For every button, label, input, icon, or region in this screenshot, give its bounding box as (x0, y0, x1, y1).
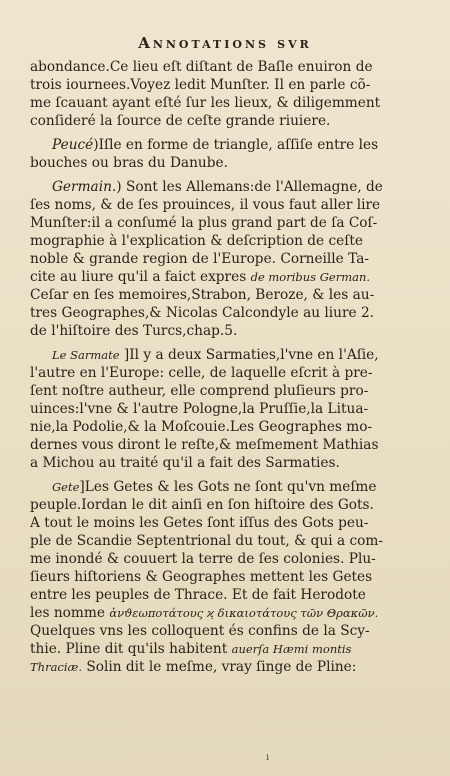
annotation-term: Le Sarmate (52, 348, 120, 362)
text-line-with-latin (30, 658, 430, 676)
text-line: ſes noms, & de ſes prouinces, il vous faut aller lire (30, 197, 381, 213)
latin-quotation: Thraciæ. (30, 660, 83, 674)
text-line: trois iournees.Voyez ledit Munſter. Il en parle cõ- (30, 77, 371, 93)
text-line: nie,la Podolie,& la Moſcouie.Les Geographes mo- (30, 419, 373, 435)
latin-citation: de moribus German. (250, 270, 371, 284)
annotation-term: Germain. (52, 179, 117, 195)
latin-quotation: auerſa Hæmi montis (231, 642, 352, 656)
text-line: ]Il y a deux Sarmaties,l'vne en l'Aſie, (123, 347, 379, 363)
text-line: Munſter:il a conſumé la plus grand part de ſa Coſ- (30, 215, 378, 231)
text-line: dernes vous diront le reſte,& meſmement Mathias (30, 437, 379, 453)
text-line: peuple.Iordan le dit ainſi en ſon hiſtoire des Gots. (30, 497, 374, 513)
text-line: tres Geographes,& Nicolas Calcondyle au liure 2. (30, 305, 375, 321)
text-line: Quelques vns les colloquent és confins de la Scy- (30, 623, 370, 639)
annotation-sarmate (30, 346, 430, 364)
text-line-with-citation (30, 268, 430, 286)
text-line: bouches ou bras du Danube. (30, 155, 228, 171)
text-line: ple de Scandie Septentrional du tout, & qui a com- (30, 533, 383, 549)
text-line: )Iſle en forme de triangle, aſſiſe entre les (93, 137, 379, 153)
text-line: ]Les Getes & les Gots ne ſont qu'vn meſme (79, 479, 377, 495)
annotation-term: Peucé (52, 137, 94, 153)
text-line: me ſcauant ayant eſté ſur les lieux, & diligemment (30, 95, 381, 111)
text-line: ſent noſtre autheur, elle comprend pluſieurs pro- (30, 383, 369, 399)
text-line: conſideré la ſource de ceſte grande riuiere. (30, 113, 331, 129)
text-line: A tout le moins les Getes ſont iſſus des Gots peu- (30, 515, 369, 531)
annotation-peuce (30, 136, 430, 154)
text-line-with-greek (30, 604, 430, 622)
footer-mark: ı (266, 752, 270, 763)
text-line: me inondé & couuert la terre de ſes colonies. Plu- (30, 551, 376, 567)
running-header: Annotations svr (138, 34, 312, 52)
page-text (30, 58, 430, 676)
text-line: abondance.Ce lieu eſt diſtant de Baſle enuiron de (30, 59, 373, 75)
text-line: a Michou au traité qu'il a fait des Sarmaties. (30, 455, 340, 471)
greek-quotation: ἀνϑεωποτάτους ϰ̣ δικαιοτάτους τῶν Θρακῶν. (109, 606, 379, 620)
text-line: thie. Pline dit qu'ils habitent (30, 641, 228, 657)
text-line: l'autre en l'Europe: celle, de laquelle eſcrit à pre- (30, 365, 373, 381)
annotation-term: Gete (52, 480, 80, 494)
text-line-with-latin (30, 640, 430, 658)
text-line: Ceſar en ſes memoires,Strabon, Beroze, & les au- (30, 287, 375, 303)
text-line: cite au liure qu'il a faict expres (30, 269, 247, 285)
text-line: entre les peuples de Thrace. Et de fait Herodote (30, 587, 366, 603)
text-line: mographie à l'explication & deſcription de ceſte (30, 233, 363, 249)
text-line: les nomme (30, 605, 105, 621)
text-line: ſieurs hiſtoriens & Geographes mettent les Getes (30, 569, 373, 585)
text-line: ) Sont les Allemans:de l'Allemagne, de (116, 179, 383, 195)
annotation-getes (30, 478, 430, 496)
annotation-german (30, 178, 430, 196)
text-line: noble & grande region de l'Europe. Corneille Ta- (30, 251, 369, 267)
text-line: uinces:l'vne & l'autre Pologne,la Pruſſie,la Litua- (30, 401, 369, 417)
text-line: de l'hiſtoire des Turcs,chap.5. (30, 323, 238, 339)
text-line: Solin dit le meſme, vray ſinge de Pline: (86, 659, 357, 675)
